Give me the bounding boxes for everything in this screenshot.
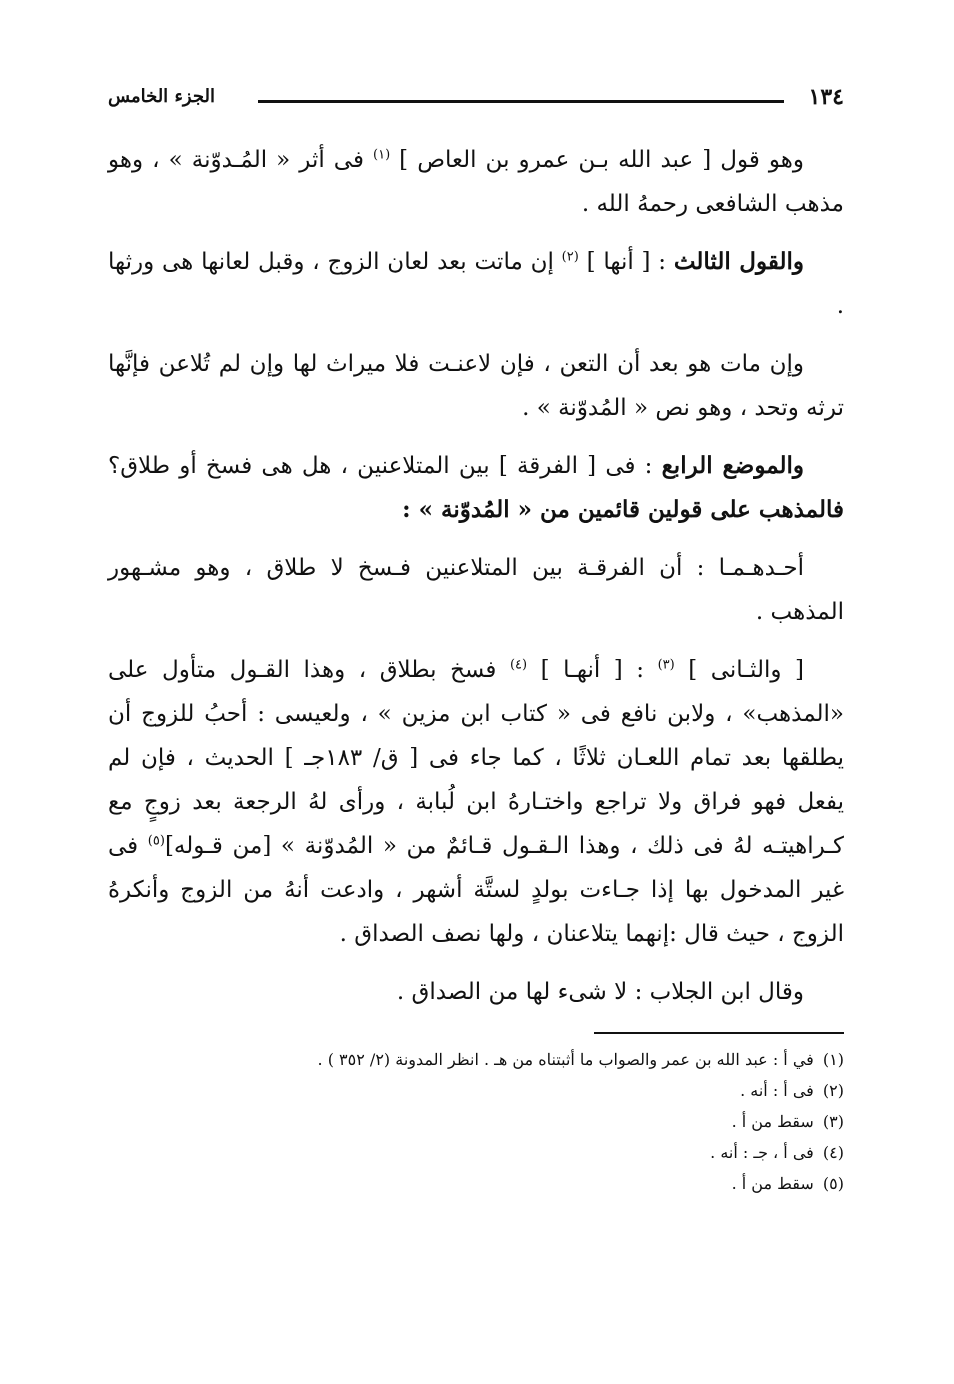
paragraph-6: [ والثـانى ] $^{(٣)}$ : [ أنهـا ] $^{(٤)}$ فسخ بطلاق ، وهذا القـول متأول على «المذهب» ، ولابن نافع فى « كتاب ابن مزين » ، ولعيسى : أحبُ للزوج أن يطلقها بعد تمام اللعـان ثلاثًا ، كما جاء فى [ ق/ ١٨٣جـ ] الحديث ، فإن لم يفعل فهو فراق ولا تراجع واختـارهُ ابن لُبابة ، ورأى لهُ الرجعة بعد زوجٍ مع كـراهيتـه لهُ فى ذلك ، وهذا الـقـول قـائمٌ من « المُدوّنة » [من قـوله]$^{(٥)}$ فى غير المدخول بها إذا جـاءت بولدٍ لستَّة أشهر ، وادعت أنهُ من الزوج وأنكرهُ الزوج ، حيث قال :إنهما يتلاعنان ، ولها نصف الصداق .: [108, 657, 845, 947]
body-text: [108, 138, 844, 1014]
footnote-2: (٢) فى أ : أنه .: [740, 1081, 844, 1100]
header-rule: [258, 100, 784, 103]
footnote-1: (١) في أ : عبد الله بن عمر والصواب ما أثبتناه من هـ . انظر المدونة (٢/ ٣٥٢ ) .: [317, 1050, 844, 1069]
running-title: الجزء الخامس: [108, 86, 215, 107]
footnote-ref: (١): [373, 147, 391, 163]
footnote-ref: (٥): [147, 833, 165, 849]
footnote-ref: (٤): [509, 657, 528, 673]
footnote-rule: [594, 1032, 844, 1034]
page: [108, 78, 844, 1199]
paragraph-1: وهو قول [ عبد الله بـن عمرو بن العاص ] $^{(١)}$ فى أثر « المُـدوّنة » ، وهو مذهب الشافعى رحمهُ الله .: [108, 147, 844, 217]
footnote-4: (٤) فى أ ، جـ : أنه .: [710, 1143, 844, 1162]
footnote-5: (٥) سقط من أ .: [731, 1174, 844, 1193]
paragraph-5: أحـدهـمـا : أن الفرقـة بين المتلاعنين فـسخ لا طلاق ، وهو مشـهور المذهب .: [108, 555, 844, 625]
paragraph-lead: والموضع الرابع: [661, 452, 804, 479]
paragraph-3: وإن مات هو بعد أن التعن ، فإن لاعنـت فلا ميراث لها وإن لم تُلاعن فإنَّها ترثه وتحد ، وهو نص « المُدوّنة » .: [108, 351, 844, 421]
page-header: [108, 78, 844, 118]
paragraph-lead: أحـدهـمـا: [718, 555, 804, 581]
paragraph-lead: والقول الثالث: [673, 248, 804, 275]
paragraph-7: وقال ابن الجلاب : لا شىء لها من الصداق .: [396, 979, 804, 1005]
footnote-ref: (٢): [561, 249, 579, 265]
paragraph-4: والموضع الرابع : فى [ الفرقة ] بين المتلاعنين ، هل هى فسخ أو طلاق؟ فالمذهب على قولين قائمين من « المُدوّنة » :: [108, 452, 844, 523]
footnote-ref: (٣): [657, 657, 675, 673]
page-number: ١٣٤: [808, 84, 844, 110]
paragraph-2: والقول الثالث : [ أنها ] $^{(٢)}$ إن ماتت بعد لعان الزوج ، وقبل لعانها هى ورثها .: [108, 248, 844, 319]
footnote-3: (٣) سقط من أ .: [731, 1112, 844, 1131]
footnotes: [108, 1044, 844, 1199]
